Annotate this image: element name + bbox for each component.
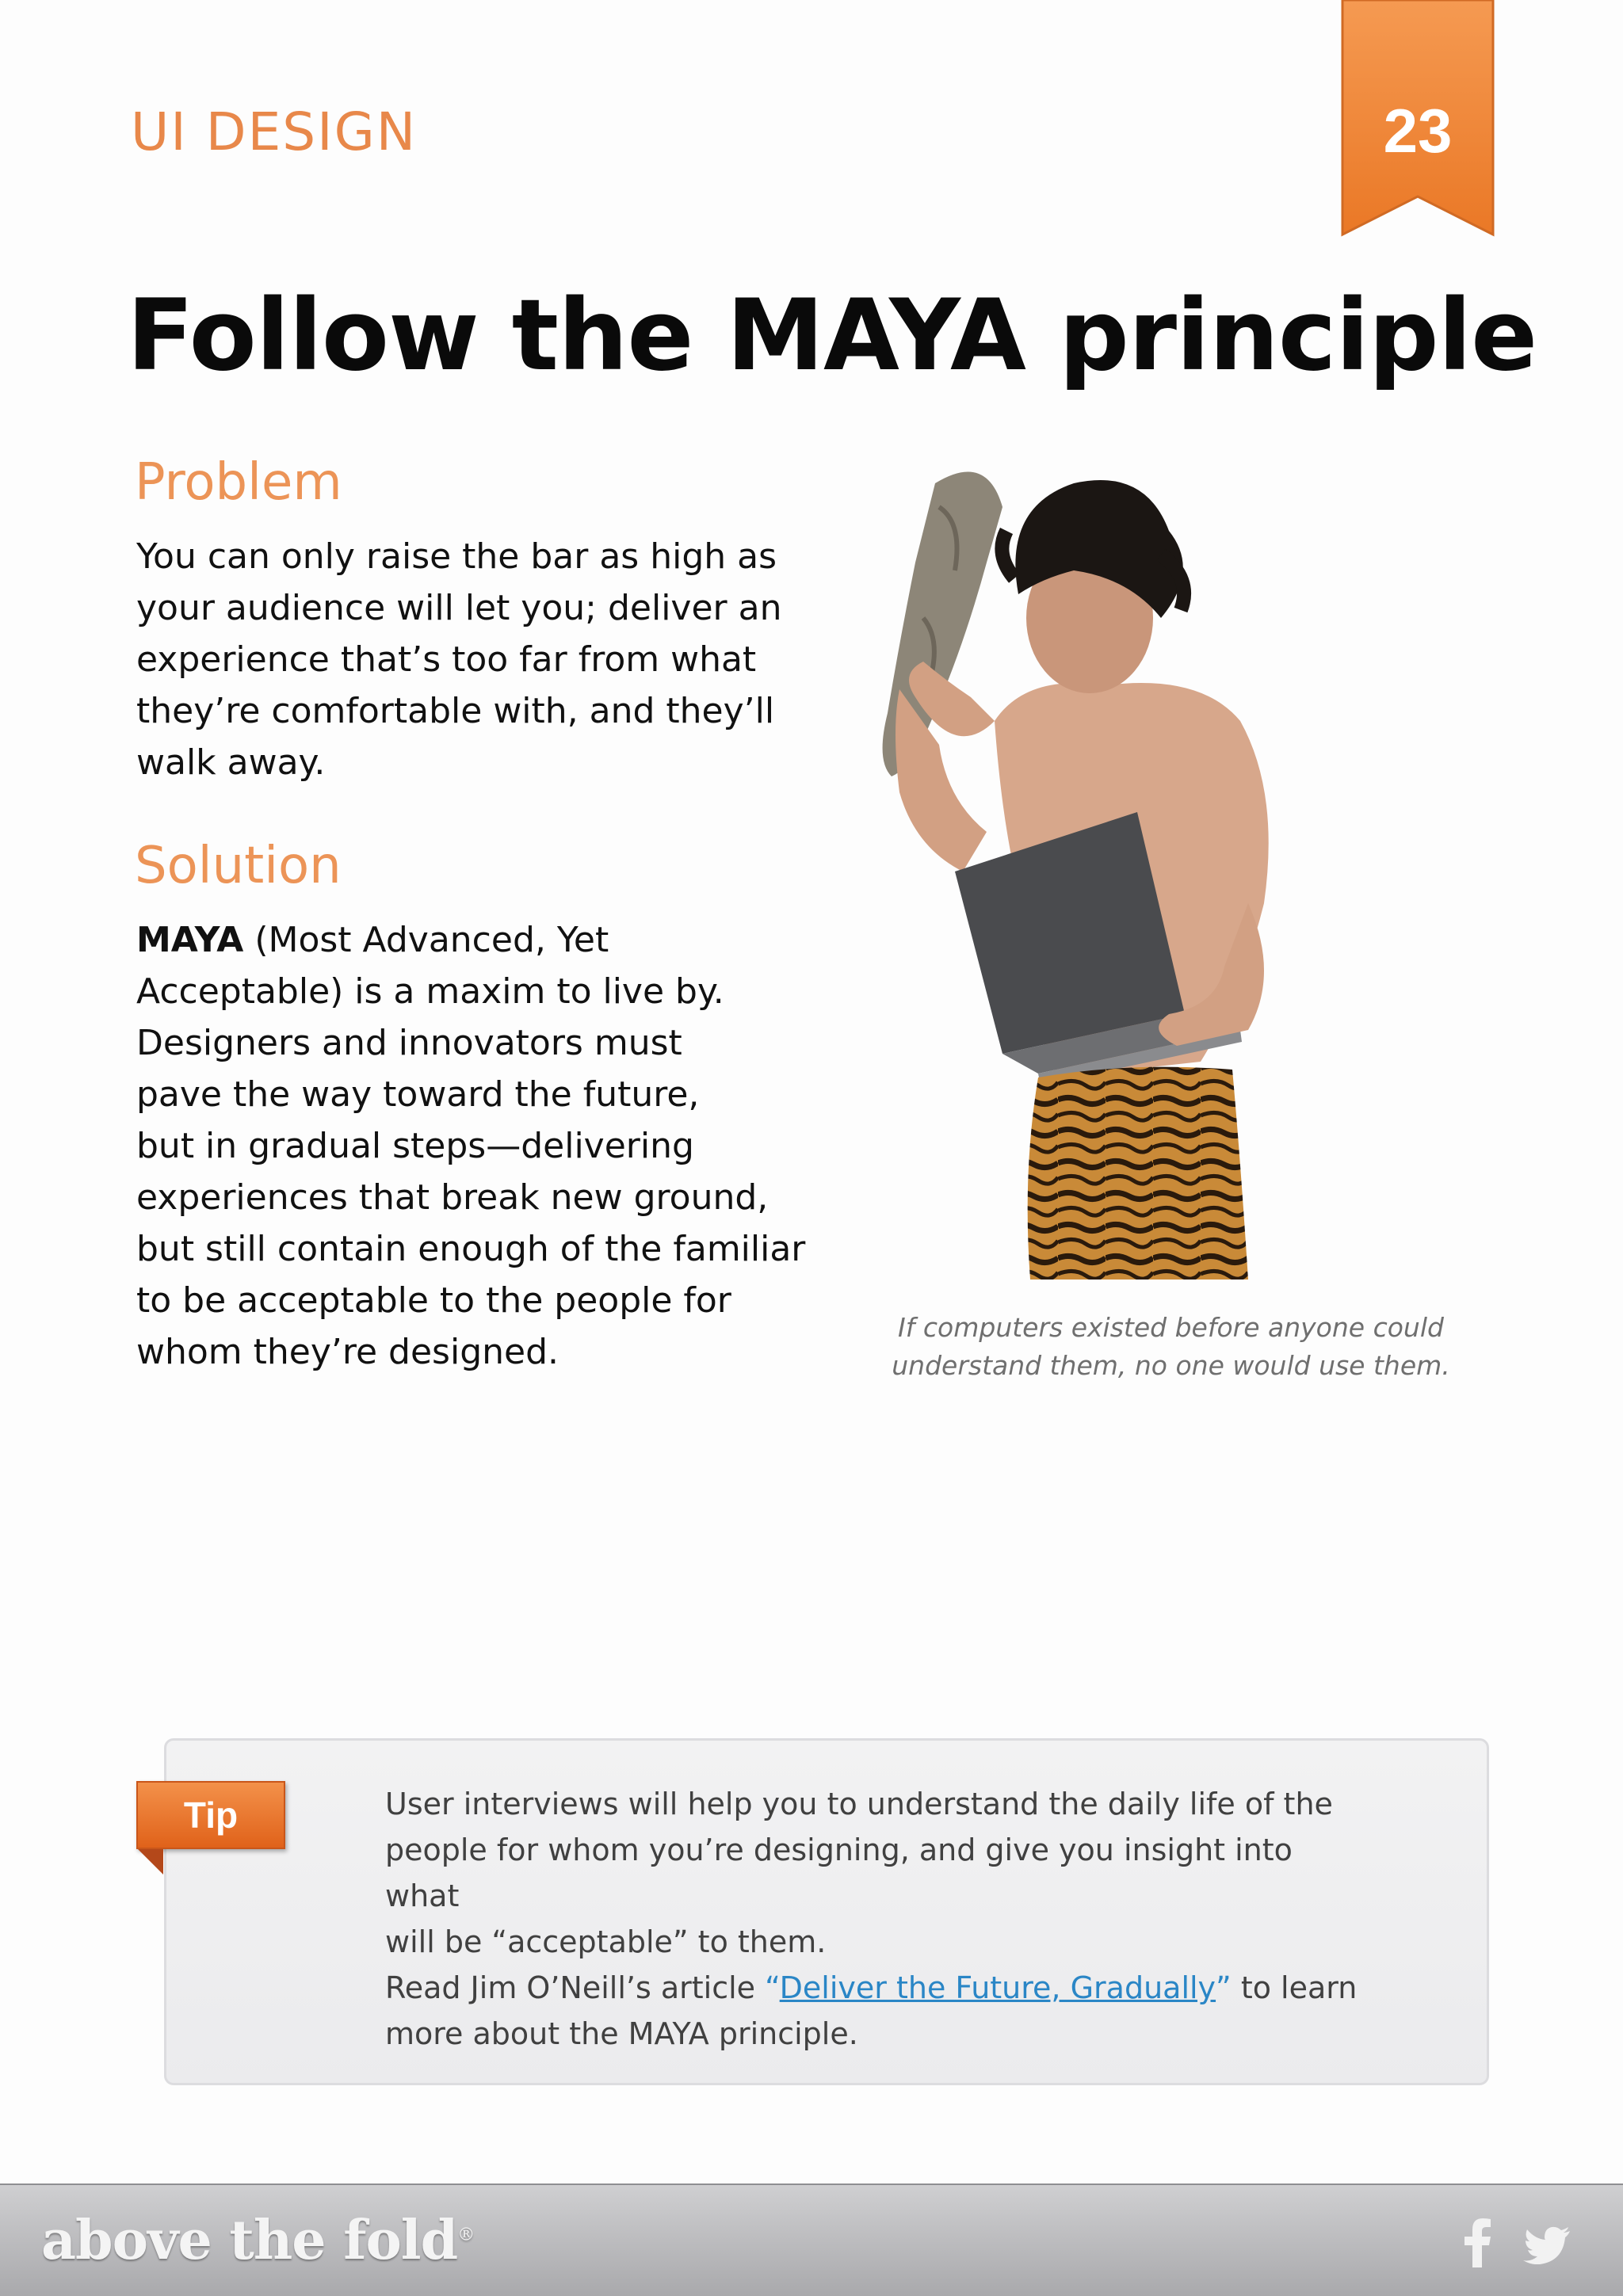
footer-logo: [41, 2209, 474, 2272]
logo-text: above the fold: [41, 2209, 458, 2272]
page-number: 23: [1383, 96, 1453, 166]
tip-line: more about the MAYA principle.: [385, 2016, 858, 2051]
tip-prefix: Read Jim O’Neill’s article: [385, 1970, 766, 2005]
tip-paragraph-1: [385, 1781, 1360, 1965]
twitter-icon[interactable]: [1523, 2226, 1571, 2267]
tip-line: [385, 1965, 1360, 2011]
solution-line: to be acceptable to the people for: [136, 1280, 731, 1321]
page-title: Follow the MAYA principle: [127, 279, 1537, 393]
solution-line: but still contain enough of the familiar: [136, 1229, 806, 1269]
solution-heading: Solution: [135, 837, 342, 895]
solution-line: but in gradual steps—delivering: [136, 1126, 694, 1166]
solution-line: Acceptable) is a maxim to live by.: [136, 971, 724, 1012]
problem-line: your audience will let you; deliver an: [136, 588, 782, 628]
caption-line: understand them, no one would use them.: [892, 1350, 1450, 1381]
photo-caption: [872, 1309, 1470, 1385]
solution-line: whom they’re designed.: [136, 1332, 559, 1372]
tip-suffix: to learn: [1231, 1970, 1358, 2005]
article-link-text[interactable]: Deliver the Future, Gradually: [779, 1970, 1216, 2005]
problem-heading: Problem: [135, 453, 342, 512]
footer-bar: [0, 2183, 1623, 2296]
solution-line-rest: (Most Advanced, Yet: [243, 920, 609, 960]
problem-line: they’re comfortable with, and they’ll: [136, 691, 775, 731]
section-label: UI DESIGN: [131, 101, 418, 162]
tip-label: Tip: [183, 1794, 239, 1836]
page-number-ribbon: [1341, 0, 1495, 238]
tip-line: people for whom you’re designing, and give you insight into what: [385, 1833, 1293, 1913]
solution-line: experiences that break new ground,: [136, 1177, 769, 1218]
problem-text: [136, 531, 818, 788]
caption-line: If computers existed before anyone could: [898, 1312, 1444, 1343]
solution-line: pave the way toward the future,: [136, 1074, 700, 1115]
article-link[interactable]: [765, 1970, 1232, 2005]
facebook-icon[interactable]: [1463, 2218, 1491, 2271]
logo-mark: ®: [457, 2225, 475, 2245]
tip-tab: [136, 1781, 285, 1849]
solution-line: [136, 914, 818, 966]
tip-line: User interviews will help you to understand the daily life of the: [385, 1787, 1333, 1821]
maya-term: MAYA: [136, 920, 244, 960]
tip-tab-fold: [138, 1849, 163, 1875]
solution-text: [136, 914, 818, 1378]
problem-line: walk away.: [136, 742, 326, 783]
caveman-photo: [868, 460, 1399, 1280]
tip-line: will be “acceptable” to them.: [385, 1924, 827, 1959]
problem-line: You can only raise the bar as high as: [136, 536, 777, 577]
link-close-quote: ”: [1216, 1970, 1232, 2005]
tip-paragraph-2: [385, 1965, 1360, 2057]
problem-line: experience that’s too far from what: [136, 639, 757, 680]
solution-line: Designers and innovators must: [136, 1023, 682, 1063]
link-open-quote: “: [765, 1970, 780, 2005]
